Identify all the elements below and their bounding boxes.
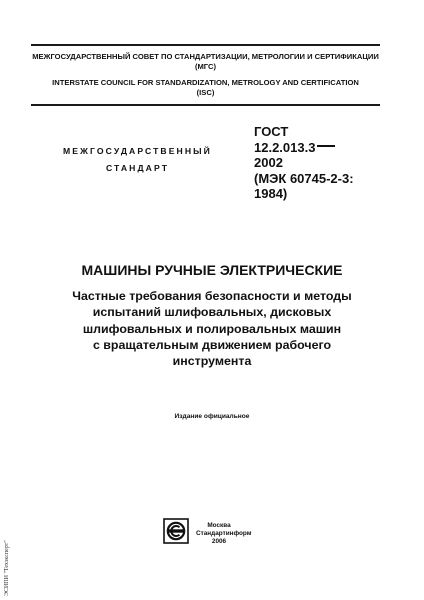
side-stamp: ЭСИПИ "Техэксперт"	[4, 540, 10, 596]
interstate-standard-line1: МЕЖГОСУДАРСТВЕННЫЙ	[63, 146, 212, 156]
council-name-russian	[31, 52, 380, 72]
council-name-english	[31, 78, 380, 98]
official-edition-note: Издание официальное	[174, 413, 250, 420]
council-name-en-line1: INTERSTATE COUNCIL FOR STANDARDIZATION, METROLOGY AND CERTIFICATION	[52, 78, 359, 87]
designation-number: 12.2.013.3	[254, 139, 316, 155]
council-abbr-en: (ISC)	[196, 88, 215, 97]
top-rule	[31, 44, 380, 46]
designation-year: 2002	[254, 155, 283, 170]
designation-line2-wrap	[254, 140, 394, 156]
standartinform-logo-icon	[163, 518, 189, 544]
publisher-city: Москва	[207, 522, 231, 529]
subtitle-line2: испытаний шлифовальных, дисковых	[92, 305, 332, 320]
subtitle-line5: инструмента	[172, 354, 252, 369]
subtitle-line1: Частные требования безопасности и методы	[72, 289, 352, 303]
interstate-standard-label	[50, 143, 225, 177]
council-abbr-ru: (МГС)	[194, 62, 217, 71]
subtitle-line3: шлифовальных и полировальных машин	[82, 321, 342, 336]
subtitle-line4: с вращательным движением рабочего	[92, 337, 332, 352]
council-name-ru-line1: МЕЖГОСУДАРСТВЕННЫЙ СОВЕТ ПО СТАНДАРТИЗАЦИИ, МЕТРОЛОГИИ И СЕРТИФИКАЦИИ	[32, 52, 379, 61]
designation-iec-year: 1984)	[254, 186, 288, 201]
designation-dash	[317, 145, 335, 147]
publisher-name: Стандартинформ	[196, 530, 252, 537]
document-subtitle	[45, 288, 379, 369]
designation-iec-ref: (МЭК 60745-2-3:	[254, 170, 354, 186]
interstate-standard-line2: СТАНДАРТ	[105, 163, 170, 173]
publisher-block	[196, 522, 252, 546]
standard-designation	[254, 124, 394, 202]
document-title: МАШИНЫ РУЧНЫЕ ЭЛЕКТРИЧЕСКИЕ	[81, 262, 343, 278]
header-bottom-rule	[31, 104, 380, 106]
designation-line1: ГОСТ	[254, 124, 289, 139]
publisher-year: 2006	[211, 538, 227, 545]
